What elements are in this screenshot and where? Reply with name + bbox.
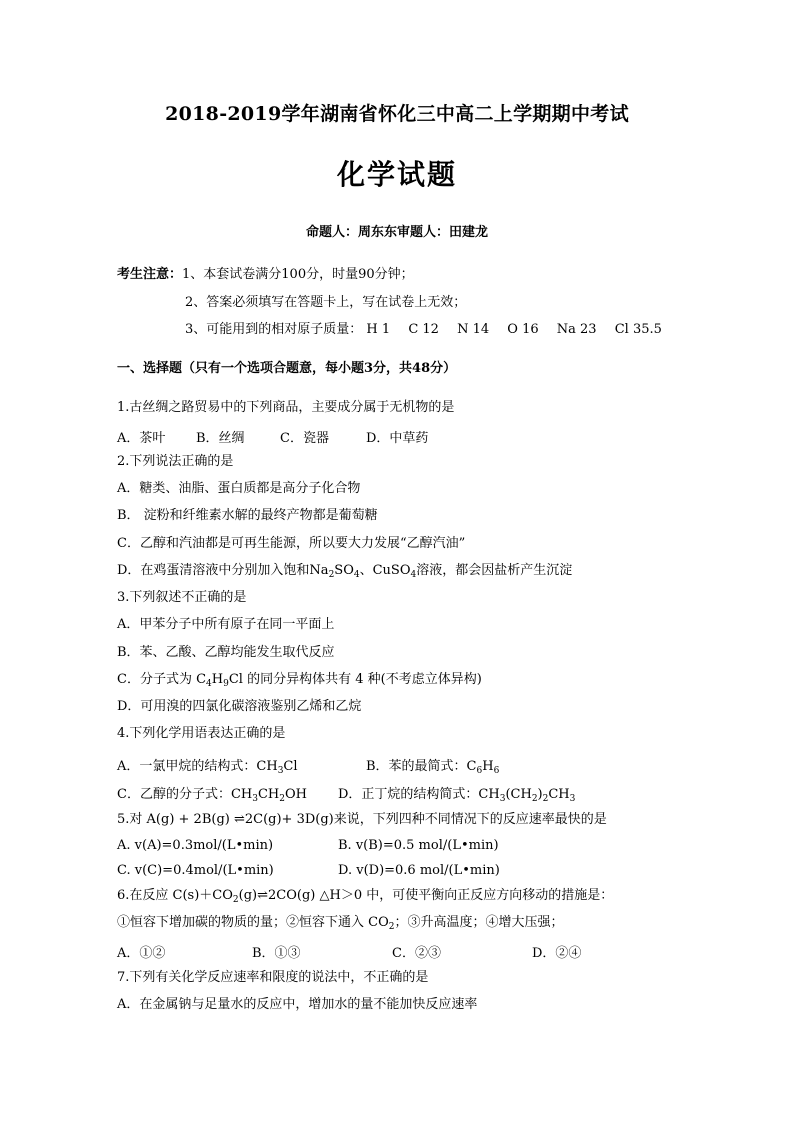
q5-option-d: D. v(D)=0.6 mol/(L•min) <box>338 863 500 878</box>
exam-authors: 命题人：周东东审题人：田建龙 <box>305 225 488 240</box>
q6-option-c: C．②③ <box>392 946 441 961</box>
atomic-mass-h: H 1 <box>366 322 391 337</box>
q3-option-d: D．可用溴的四氯化碳溶液鉴别乙烯和乙烷 <box>117 699 362 714</box>
q2-stem: 2.下列说法正确的是 <box>117 454 234 469</box>
q4-option-a: A．一氯甲烷的结构式：$CH_3Cl$ <box>117 759 298 776</box>
notice-line-1 <box>117 263 414 282</box>
equilibrium-arrow-icon: ⇌ <box>233 812 245 827</box>
q4-option-c: C．乙醇的分子式：$CH_3CH_2OH$ <box>117 787 307 804</box>
q4-option-b: B．苯的最简式：$C_6H_6$ <box>366 759 500 776</box>
notice-item-2: 2、答案必须填写在答题卡上，写在试卷上无效； <box>185 295 467 310</box>
notice-item-3: 3、可能用到的相对原子质量： <box>185 322 363 337</box>
notice-line-3 <box>185 318 662 337</box>
atomic-mass-o: O 16 <box>507 322 539 337</box>
q1-option-d: D．中草药 <box>366 431 429 446</box>
notice-label: 考生注意： <box>117 267 183 282</box>
section-heading: 一、选择题（只有一个选项合题意，每小题3分，共48分） <box>117 361 457 376</box>
q3-stem: 3.下列叙述不正确的是 <box>117 590 247 605</box>
q4-stem: 4.下列化学用语表达正确的是 <box>117 726 286 741</box>
q7-stem: 7.下列有关化学反应速率和限度的说法中，不正确的是 <box>117 970 429 985</box>
q6-option-b: B．①③ <box>252 946 301 961</box>
equilibrium-arrow-icon: ⇌ <box>257 888 269 903</box>
exam-title: 2018-2019学年湖南省怀化三中高二上学期期中考试 <box>165 103 629 125</box>
atomic-mass-n: N 14 <box>457 322 490 337</box>
q1-option-b: B．丝绸 <box>196 431 245 446</box>
atomic-mass-c: C 12 <box>408 322 439 337</box>
q7-option-a: A．在金属钠与足量水的反应中，增加水的量不能加快反应速率 <box>117 997 478 1012</box>
exam-subtitle: 化学试题 <box>336 158 457 191</box>
q6-option-d: D．②④ <box>532 946 582 961</box>
q3-option-a: A．甲苯分子中所有原子在同一平面上 <box>117 617 335 632</box>
q5-stem: 5.对 A(g) + 2B(g) ⇌2C(g)+ 3D(g)来说，下列四种不同情况下的反应速率最快的是 <box>117 812 607 827</box>
atomic-mass-na: Na 23 <box>556 322 597 337</box>
notice-item-1: 1、本套试卷满分100分，时量90分钟； <box>182 267 414 282</box>
q5-option-b: B. v(B)=0.5 mol/(L•min) <box>338 838 499 853</box>
q3-option-b: B．苯、乙酸、乙醇均能发生取代反应 <box>117 645 335 660</box>
q6-option-a: A．①② <box>117 946 166 961</box>
q3-option-c: C．分子式为 $C_4H_9Cl$ 的同分异构体共有 4 种(不考虑立体异构) <box>117 672 482 689</box>
q2-option-b: B． 淀粉和纤维素水解的最终产物都是葡萄糖 <box>117 508 378 523</box>
q2-option-c: C．乙醇和汽油都是可再生能源，所以要大力发展“乙醇汽油” <box>117 536 466 551</box>
q4-option-d: D．正丁烷的结构简式：$CH_3(CH_2)_2CH_3$ <box>338 787 576 804</box>
q5-option-c: C. v(C)=0.4mol/(L•min) <box>117 863 274 878</box>
q1-option-c: C．瓷器 <box>280 431 329 446</box>
q6-conditions: ①恒容下增加碳的物质的量；②恒容下通入 $CO_2$；③升高温度；④增大压强； <box>117 915 564 932</box>
q6-stem: 6.在反应 $C(s)+CO_2(g)\rightleftharpoons 2CO(g)$ △H＞0 中，可使平衡向正反应方向移动的措施是： <box>117 888 614 905</box>
atomic-mass-cl: Cl 35.5 <box>614 322 662 337</box>
q5-option-a: A. v(A)=0.3mol/(L•min) <box>117 838 274 853</box>
q1-stem: 1.古丝绸之路贸易中的下列商品，主要成分属于无机物的是 <box>117 400 455 415</box>
q1-option-a: A．茶叶 <box>117 431 166 446</box>
q2-option-a: A．糖类、油脂、蛋白质都是高分子化合物 <box>117 481 361 496</box>
q2-option-d: D．在鸡蛋清溶液中分别加入饱和$Na_2SO_4$、CuSO$_4$溶液，都会因盐析产生沉淀 <box>117 563 573 580</box>
